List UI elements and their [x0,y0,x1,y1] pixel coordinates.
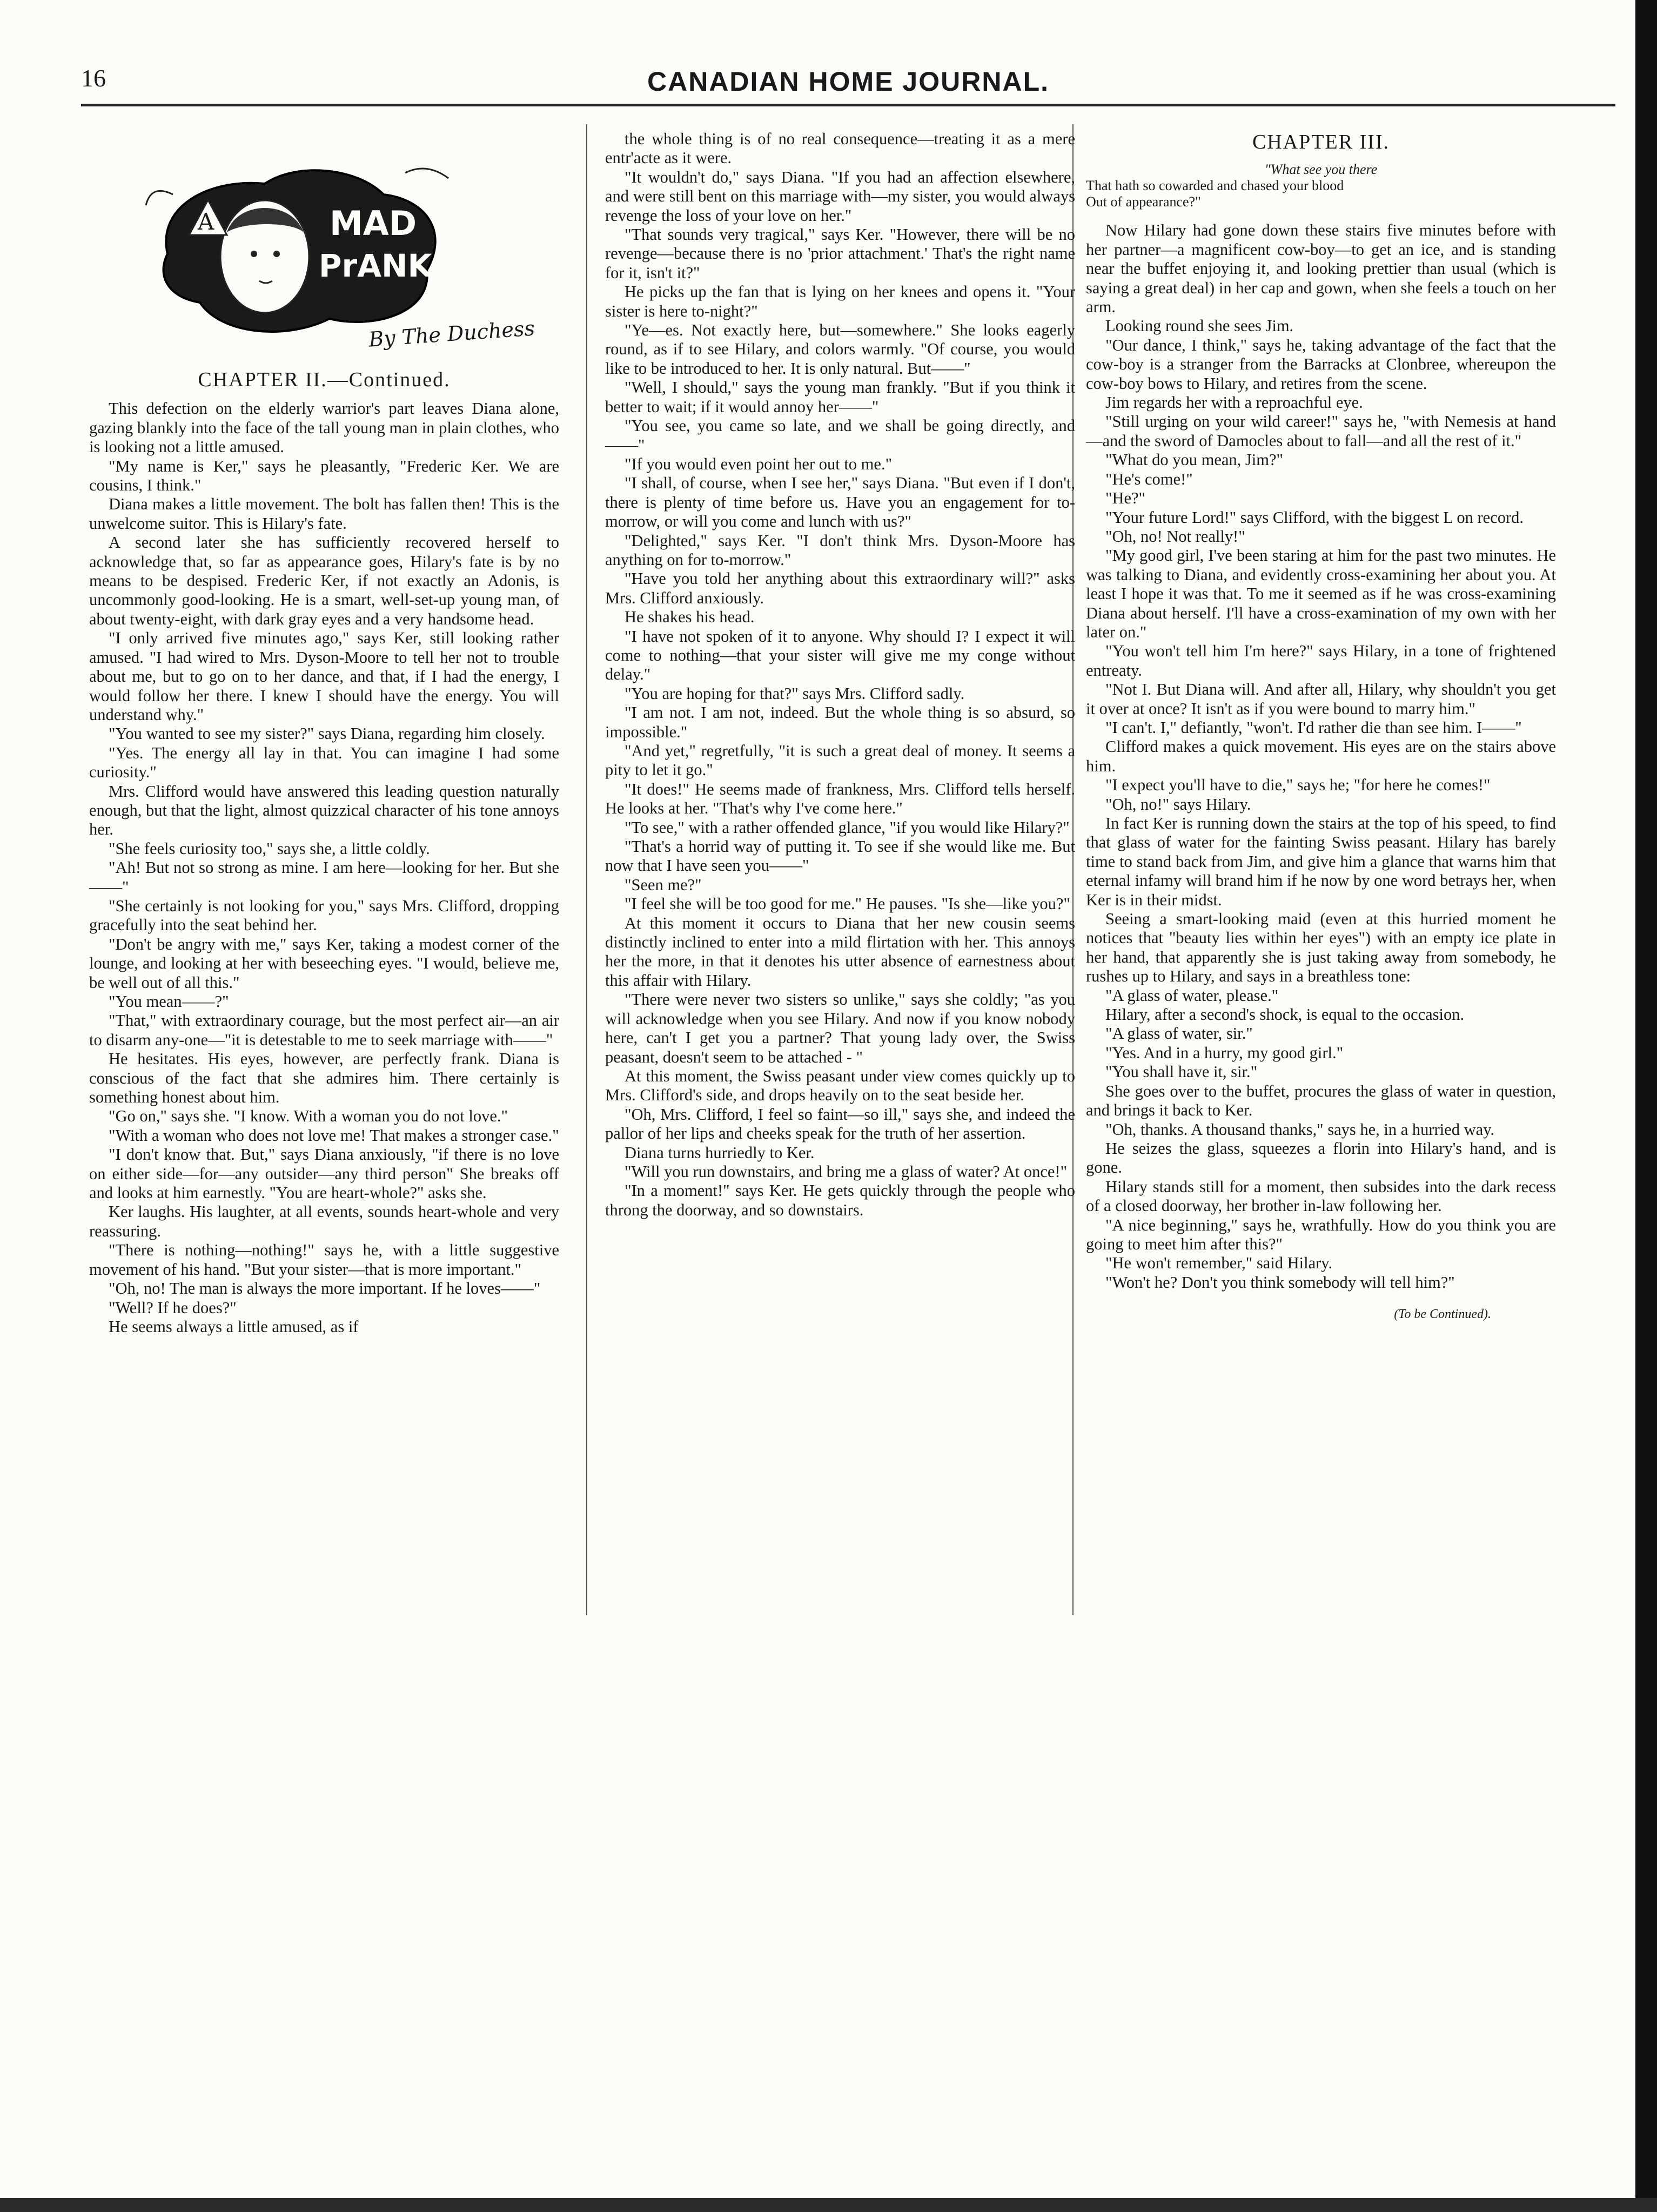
paragraph: "If you would even point her out to me." [625,454,893,473]
paragraph: "Go on," says she. "I know. With a woman you do not love." [109,1107,508,1126]
chapter-iii-heading: CHAPTER III. [1252,131,1390,153]
paragraph: "You won't tell him I'm here?" says Hilary, in a tone of frightened entreaty. [1086,642,1556,680]
paragraph: "With a woman who does not love me! That makes a stronger case." [109,1126,559,1145]
paragraph: Diana makes a little movement. The bolt has fallen then! This is the unwelcome suitor. This is Hilary's fate. [89,495,559,533]
paragraph: "I can't. I," defiantly, "won't. I'd rather die than see him. I——" [1105,718,1522,737]
paragraph: "That sounds very tragical," says Ker. "However, there will be no revenge—because there is no 'prior attachment.' That's the right name for it, isn't it?" [605,225,1075,282]
paragraph: "I feel she will be too good for me." He pauses. "Is she—like you?" [625,895,1070,913]
page-number: 16 [81,64,106,92]
paragraph: "I am not. I am not, indeed. But the whole thing is so absurd, so impossible." [605,703,1075,741]
paragraph: He hesitates. His eyes, however, are perfectly frank. Diana is conscious of the fact that she admires him. There certainly is something honest about him. [89,1050,559,1107]
to-be-continued: (To be Continued). [1394,1307,1491,1322]
column-1 [89,140,559,1336]
paragraph: "Seen me?" [625,875,702,894]
epigraph-line: "What see you there [1264,162,1378,178]
paragraph: He shakes his head. [625,608,755,627]
paragraph: This defection on the elderly warrior's part leaves Diana alone, gazing blankly into the face of the tall young man in plain clothes, who is looking not a little amused. [89,399,559,456]
paragraph: "A glass of water, please." [1105,986,1279,1005]
paragraph: "That's a horrid way of putting it. To see if she would like me. But now that I have seen you——" [605,837,1075,875]
paragraph: Ker laughs. His laughter, at all events, sounds heart-whole and very reassuring. [89,1202,559,1240]
logo-spacer [89,140,559,367]
epigraph-line-2: That hath so cowarded and chased your blood [1086,178,1344,194]
paragraph: "What do you mean, Jim?" [1105,451,1283,469]
paragraph: "To see," with a rather offended glance, "if you would like Hilary?" [625,818,1070,837]
paragraph: At this moment, the Swiss peasant under view comes quickly up to Mrs. Clifford's side, and drops heavily on to the seat beside her. [605,1066,1075,1105]
logo-word-mad: MAD [330,204,417,243]
paragraph: "My name is Ker," says he pleasantly, "Frederic Ker. We are cousins, I think." [89,456,559,495]
page-edge-right [1635,0,1657,2212]
paragraph: "Oh, no! The man is always the more important. If he loves——" [109,1279,541,1298]
paragraph: She goes over to the buffet, procures the glass of water in question, and brings it back to Ker. [1086,1081,1556,1120]
paragraph: He seems always a little amused, as if [109,1317,359,1336]
paragraph: Diana turns hurriedly to Ker. [625,1143,815,1162]
paragraph: "Oh, Mrs. Clifford, I feel so faint—so ill," says she, and indeed the pallor of her lips and cheeks speak for the truth of her assertion. [605,1105,1075,1143]
epigraph-line [1086,178,1556,210]
paragraph: "Yes. And in a hurry, my good girl." [1105,1043,1344,1062]
paragraph: "My good girl, I've been staring at him for the past two minutes. He was talking to Diana, and evidently cross-examining her about you. At least I hope it was that. To me it seemed as if he was cross-examining Diana about herself. I'll have a cross-examination of my own with her later on." [1086,546,1556,641]
paragraph: "Our dance, I think," says he, taking advantage of the fact that the cow-boy is a stranger from the Barracks at Clonbree, whereupon the cow-boy bows to Hilary, and retires from the scene. [1086,335,1556,393]
paragraph: At this moment it occurs to Diana that her new cousin seems distinctly inclined to enter into a mild flirtation with her. This annoys her the more, in that it denotes his utter absence of earnestness about this affair with Hilary. [605,913,1075,990]
journal-title: CANADIAN HOME JOURNAL. [647,66,1049,97]
paragraph: "You are hoping for that?" says Mrs. Clifford sadly. [625,684,965,703]
paragraph: Seeing a smart-looking maid (even at this hurried moment he notices that "beauty lies within her eyes") with an empty ice plate in her hand, that apparently she is just taking away from somebody, he rushes up to Hilary, and says in a breathless tone: [1086,910,1556,986]
paragraph: "She certainly is not looking for you," says Mrs. Clifford, dropping gracefully into the seat behind her. [89,896,559,934]
paragraph: "Oh, no! Not really!" [1105,527,1245,546]
paragraph: "I shall, of course, when I see her," says Diana. "But even if I don't, there is plenty of time before us. Have you an engagement for to-morrow, or will you come and lunch with us?" [605,474,1075,531]
paragraph: He seizes the glass, squeezes a florin into Hilary's hand, and is gone. [1086,1139,1556,1177]
paragraph: "Delighted," says Ker. "I don't think Mrs. Dyson-Moore has anything on for to-morrow." [605,531,1075,569]
paragraph: "Won't he? Don't you think somebody will tell him?" [1105,1273,1455,1292]
chapter-ii-heading: CHAPTER II.—Continued. [198,368,451,391]
page-edge-bottom [0,2198,1657,2212]
paragraph: "I don't know that. But," says Diana anxiously, "if there is no love on either side—for—any outsider—any third person" She breaks off and looks at him earnestly. "You are heart-whole?" asks she. [89,1145,559,1202]
column-3 [1086,130,1556,1324]
column-2-body [605,130,1075,1220]
paragraph: "Will you run downstairs, and bring me a glass of water? At once!" [625,1162,1068,1181]
paragraph: "Oh, thanks. A thousand thanks," says he, in a hurried way. [1105,1120,1495,1139]
paragraph: "That," with extraordinary courage, but the most perfect air—an air to disarm any-one—"it is detestable to me to seek marriage with——" [89,1011,559,1049]
paragraph: "He?" [1105,489,1146,508]
paragraph: "Well? If he does?" [109,1298,237,1317]
column-2 [605,130,1075,1220]
paragraph: "It wouldn't do," says Diana. "If you had an affection elsewhere, and were still bent on this marriage with—my sister, you would always revenge the loss of your love on her." [605,167,1075,225]
paragraph: "I only arrived five minutes ago," says Ker, still looking rather amused. "I had wired to Mrs. Dyson-Moore to tell her not to trouble about me, but to go on to her dance, and that, if I had the energy, I would follow her there. I knew I should have the energy. You will understand why." [89,629,559,724]
paragraph: "You wanted to see my sister?" says Diana, regarding him closely. [109,724,545,743]
paragraph: "A nice beginning," says he, wrathfully. How do you think you are going to meet him after this?" [1086,1215,1556,1253]
paragraph: Looking round she sees Jim. [1105,317,1294,335]
paragraph: "Yes. The energy all lay in that. You can imagine I had some curiosity." [89,743,559,782]
paragraph: "There were never two sisters so unlike," says she coldly; "as you will acknowledge when you see Hilary. And now if you know nobody here, can't I get you a partner? That young lady over, the Swiss peasant, doesn't seem to be attached - " [605,990,1075,1066]
paragraph: "Still urging on your wild career!" says he, "with Nemesis at hand—and the sword of Damocles about to fall—and all the rest of it." [1086,412,1556,450]
paragraph: Clifford makes a quick movement. His eyes are on the stairs above him. [1086,737,1556,775]
paragraph: "She feels curiosity too," says she, a little coldly. [109,839,430,858]
paragraph: "I expect you'll have to die," says he; "for here he comes!" [1105,776,1491,795]
paragraph: "Oh, no!" says Hilary. [1105,795,1251,813]
paragraph: Now Hilary had gone down these stairs five minutes before with her partner—a magnificent cow-boy—to get an ice, and is standing near the buffet enjoying it, and looking prettier than usual (which is saying a great deal) in her cap and gown, when she feels a touch on her arm. [1086,221,1556,317]
paragraph: "A glass of water, sir." [1105,1024,1253,1043]
paragraph: "Your future Lord!" says Clifford, with the biggest L on record. [1105,508,1524,527]
paragraph: "And yet," regretfully, "it is such a great deal of money. It seems a pity to let it go." [605,742,1075,779]
paragraph: In fact Ker is running down the stairs at the top of his speed, to find that glass of water for the fainting Swiss peasant. Hilary has barely time to stand back from Jim, and give him a glance that warns him that eternal infamy will brand him if he now by one word betrays her, when Ker is in their midst. [1086,814,1556,909]
column-divider [586,124,587,1615]
paragraph: "Don't be angry with me," says Ker, taking a modest corner of the lounge, and looking at her with beseeching eyes. "I would, believe me, be well out of all this." [89,934,559,992]
paragraph: "Ah! But not so strong as mine. I am here—looking for her. But she——" [89,858,559,896]
paragraph: "Not I. But Diana will. And after all, Hilary, why shouldn't you get it over at once? It isn't as if you were bound to marry him." [1086,680,1556,718]
paragraph: "Well, I should," says the young man frankly. "But if you think it better to wait; if it would annoy her——" [605,378,1075,416]
paragraph: A second later she has sufficiently recovered herself to acknowledge that, so far as appearance goes, Hilary's fate is by no means to be despised. Frederic Ker, if not exactly an Adonis, is uncommonly good-looking. He is a smart, well-set-up young man, of about twenty-eight, with dark gray eyes and a very handsome head. [89,533,559,628]
paragraph: Hilary stands still for a moment, then subsides into the dark recess of a closed doorway, her brother in-law following her. [1086,1177,1556,1215]
paragraph: "You shall have it, sir." [1105,1063,1258,1081]
paragraph: Jim regards her with a reproachful eye. [1105,393,1363,412]
paragraph: "I have not spoken of it to anyone. Why should I? I expect it will come to nothing—that your sister will give me my conge without delay." [605,627,1075,684]
column-1-body [89,399,559,1336]
header-rule [81,104,1615,106]
page-header [81,64,1615,107]
paragraph: He picks up the fan that is lying on her knees and opens it. "Your sister is here to-night?" [605,283,1075,320]
paragraph: "Ye—es. Not exactly here, but—somewhere." She looks eagerly round, as if to see Hilary, and colors warmly. "Of course, you would like to be introduced to her. It is only natural. But——" [605,321,1075,378]
paragraph: "In a moment!" says Ker. He gets quickly through the people who throng the doorway, and so downstairs. [605,1181,1075,1219]
paragraph: "He won't remember," said Hilary. [1105,1254,1333,1273]
paragraph: "You see, you came so late, and we shall be going directly, and——" [605,416,1075,454]
paragraph: "He's come!" [1105,469,1193,488]
epigraph-line-3: Out of appearance?" [1086,194,1201,210]
paragraph: the whole thing is of no real consequence—treating it as a mere entr'acte as it were. [605,130,1075,167]
logo-letter-a: A [198,209,214,235]
paragraph: "Have you told her anything about this extraordinary will?" asks Mrs. Clifford anxiously. [605,569,1075,607]
column-3-body [1086,221,1556,1292]
paragraph: Hilary, after a second's shock, is equal to the occasion. [1105,1005,1465,1024]
paragraph: "There is nothing—nothing!" says he, with a little suggestive movement of his hand. "But your sister—that is more important." [89,1241,559,1279]
paragraph: Mrs. Clifford would have answered this leading question naturally enough, but that the light, almost quizzical character of his tone annoys her. [89,782,559,839]
paragraph: "You mean——?" [109,992,229,1011]
logo-word-prank: PrANK [319,247,432,284]
logo-credit: By The Duchess [367,316,536,352]
paragraph: "It does!" He seems made of frankness, Mrs. Clifford tells herself. He looks at her. "That's why I've come here." [605,779,1075,818]
